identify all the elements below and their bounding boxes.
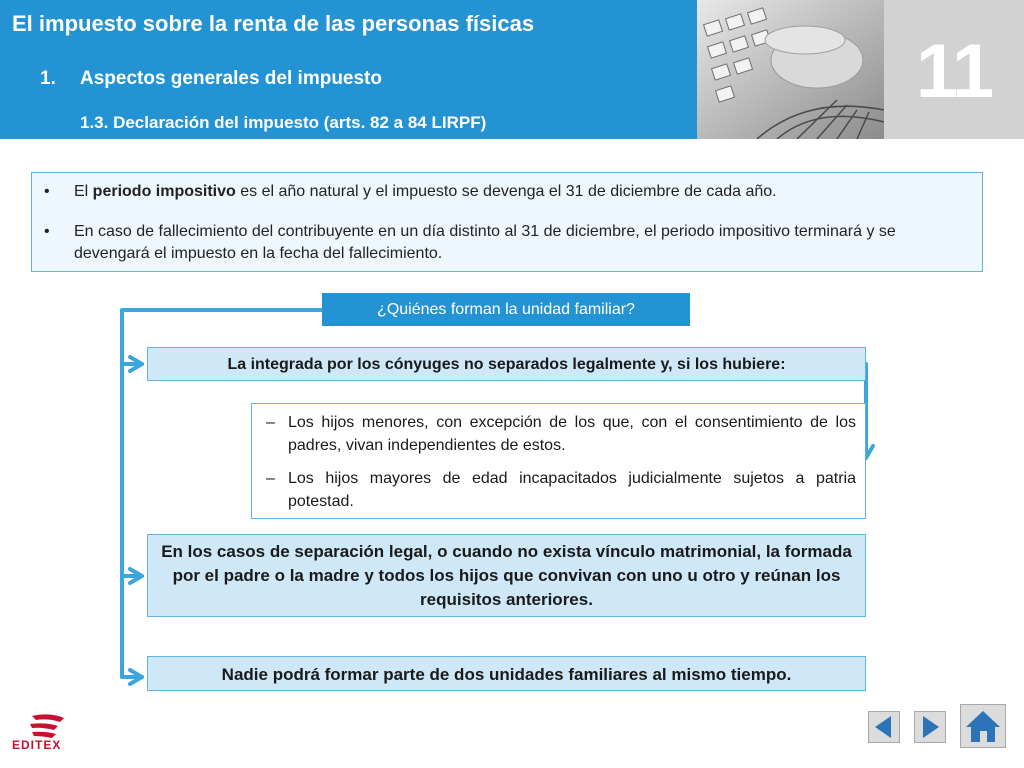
hijos-item-1: Los hijos menores, con excepción de los que, con el consentimiento de los padres, vivan independientes de estos.	[288, 414, 856, 454]
triangle-left-icon	[869, 712, 899, 742]
bullet-2-text: En caso de fallecimiento del contribuyente en un día distinto al 31 de diciembre, el periodo impositivo terminará y se devengará el impuesto en la fecha del fallecimiento.	[74, 223, 896, 262]
next-button[interactable]	[914, 711, 946, 743]
box-hijos	[251, 403, 866, 519]
subsection-heading: 1.3. Declaración del impuesto (arts. 82 a 84 LIRPF)	[80, 113, 487, 132]
section-title: Aspectos generales del impuesto	[80, 68, 382, 89]
bullet-1-suffix: es el año natural y el impuesto se devenga el 31 de diciembre de cada año.	[235, 183, 777, 200]
editex-logo-text: EDITEX	[12, 738, 62, 752]
home-button[interactable]	[960, 704, 1006, 748]
box-conyuges: La integrada por los cónyuges no separados legalmente y, si los hubiere:	[147, 347, 866, 381]
box-nadie: Nadie podrá formar parte de dos unidades familiares al mismo tiempo.	[147, 656, 866, 691]
box-separacion: En los casos de separación legal, o cuando no exista vínculo matrimonial, la formada por el padre o la madre y todos los hijos que convivan con uno u otro y reúnan los requisitos anteriores.	[147, 534, 866, 617]
section-number: 1.	[40, 68, 56, 89]
bullet-1-prefix: El	[74, 183, 93, 200]
list-item: – Los hijos mayores de edad incapacitados judicialmente sujetos a patria potestad.	[266, 467, 856, 513]
editex-logo-icon	[12, 712, 82, 760]
bullet-dot-icon: •	[44, 183, 50, 200]
house-icon	[961, 705, 1005, 747]
list-item: – Los hijos menores, con excepción de los que, con el consentimiento de los padres, vivan independientes de estos.	[266, 411, 856, 457]
question-banner: ¿Quiénes forman la unidad familiar?	[322, 293, 690, 326]
hijos-item-2: Los hijos mayores de edad incapacitados judicialmente sujetos a patria potestad.	[288, 470, 856, 510]
previous-button[interactable]	[868, 711, 900, 743]
unit-number: 11	[915, 29, 993, 114]
triangle-right-icon	[915, 712, 945, 742]
page-title: El impuesto sobre la renta de las personas físicas	[12, 11, 535, 36]
bullet-dot-icon: •	[44, 223, 50, 240]
bullet-1-bold: periodo impositivo	[92, 183, 236, 200]
